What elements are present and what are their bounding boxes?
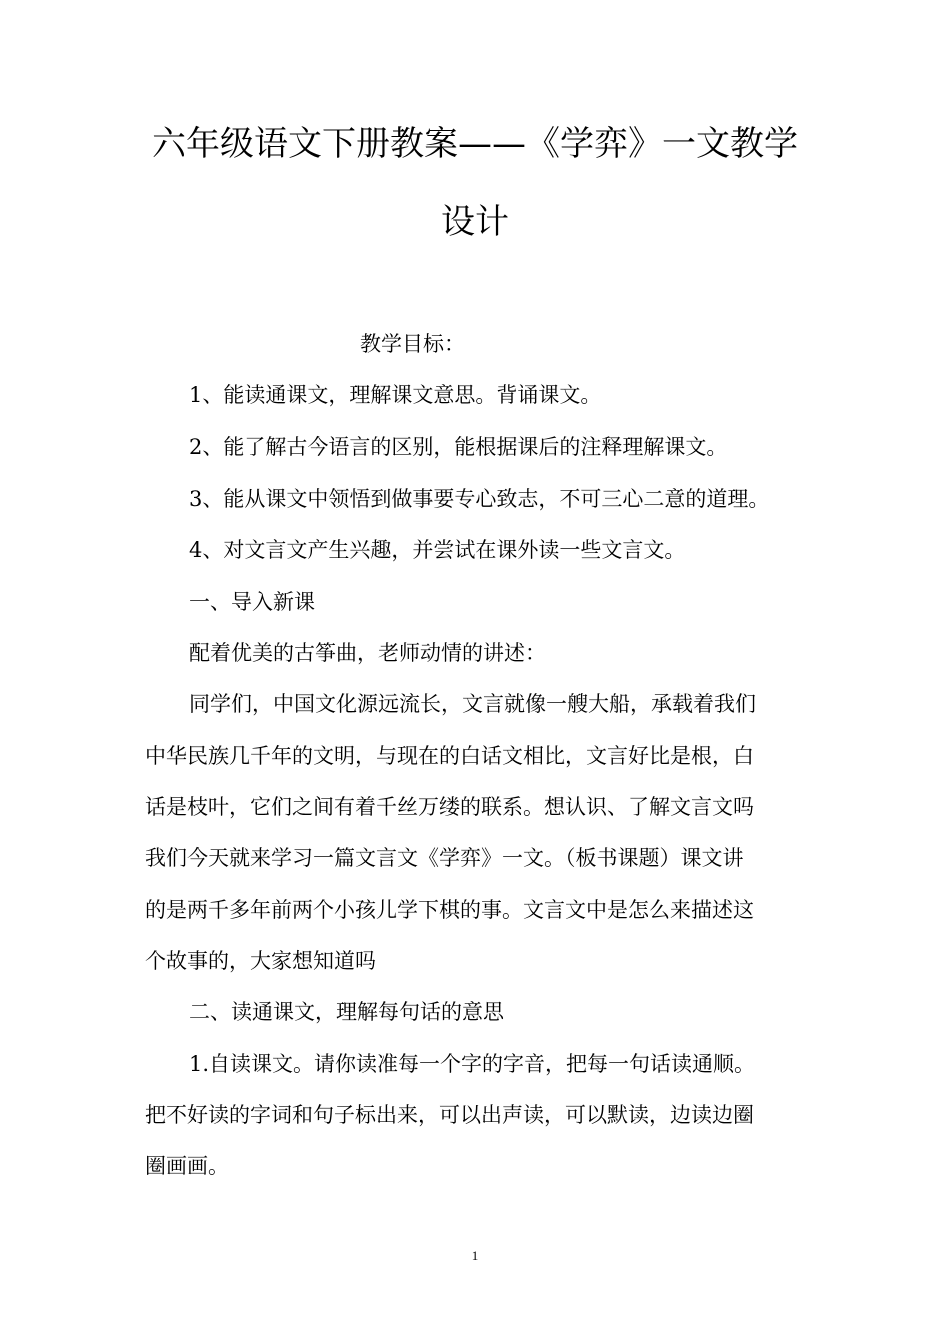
- paragraph-line-2: 中华民族几千年的文明，与现在的白话文相比，文言好比是根，白: [145, 744, 754, 768]
- section-2-item-1-line-1: [189, 1050, 755, 1078]
- objective-number: 4: [189, 538, 203, 562]
- objective-item-4: [189, 536, 685, 564]
- objective-number: 3: [189, 487, 203, 511]
- objective-item-1: [189, 381, 601, 409]
- paragraph-line-6: 个故事的，大家想知道吗: [145, 949, 376, 973]
- document-title-line-1: 六年级语文下册教案——《学弈》一文教学: [152, 124, 798, 164]
- page-number: 1: [471, 1248, 479, 1263]
- paragraph-line-1: 同学们，中国文化源远流长，文言就像一艘大船，承载着我们: [189, 692, 756, 716]
- objective-text: 、能了解古今语言的区别，能根据课后的注释理解课文。: [202, 435, 728, 459]
- objective-number: 1: [189, 383, 203, 407]
- objectives-heading: 教学目标：: [360, 332, 465, 356]
- objective-text: 、能读通课文，理解课文意思。背诵课文。: [202, 383, 602, 407]
- objective-text: 、能从课文中领悟到做事要专心致志，不可三心二意的道理。: [202, 487, 770, 511]
- item-text: 自读课文。请你读准每一个字的字音，把每一句话读通顺。: [209, 1052, 756, 1076]
- paragraph-line-5: 的是两千多年前两个小孩儿学下棋的事。文言文中是怎么来描述这: [145, 898, 754, 922]
- document-title-line-2: 设计: [441, 202, 509, 242]
- section-2-item-1-line-2: 把不好读的字词和句子标出来，可以出声读，可以默读，边读边圈: [145, 1103, 754, 1127]
- objective-number: 2: [189, 435, 203, 459]
- section-1-heading: 一、导入新课: [189, 590, 315, 614]
- objective-item-2: [189, 433, 727, 461]
- section-2-heading: 二、读通课文，理解每句话的意思: [189, 1000, 504, 1024]
- objective-item-3: [189, 485, 769, 513]
- paragraph-line-3: 话是枝叶，它们之间有着千丝万缕的联系。想认识、了解文言文吗: [145, 795, 754, 819]
- paragraph-line-4: 我们今天就来学习一篇文言文《学弈》一文。（板书课题）课文讲: [145, 846, 744, 870]
- section-2-item-1-line-3: 圈画画。: [145, 1154, 229, 1178]
- objective-text: 、对文言文产生兴趣，并尝试在课外读一些文言文。: [202, 538, 686, 562]
- section-1-intro: 配着优美的古筝曲，老师动情的讲述：: [189, 641, 546, 665]
- item-number: 1.: [189, 1052, 210, 1076]
